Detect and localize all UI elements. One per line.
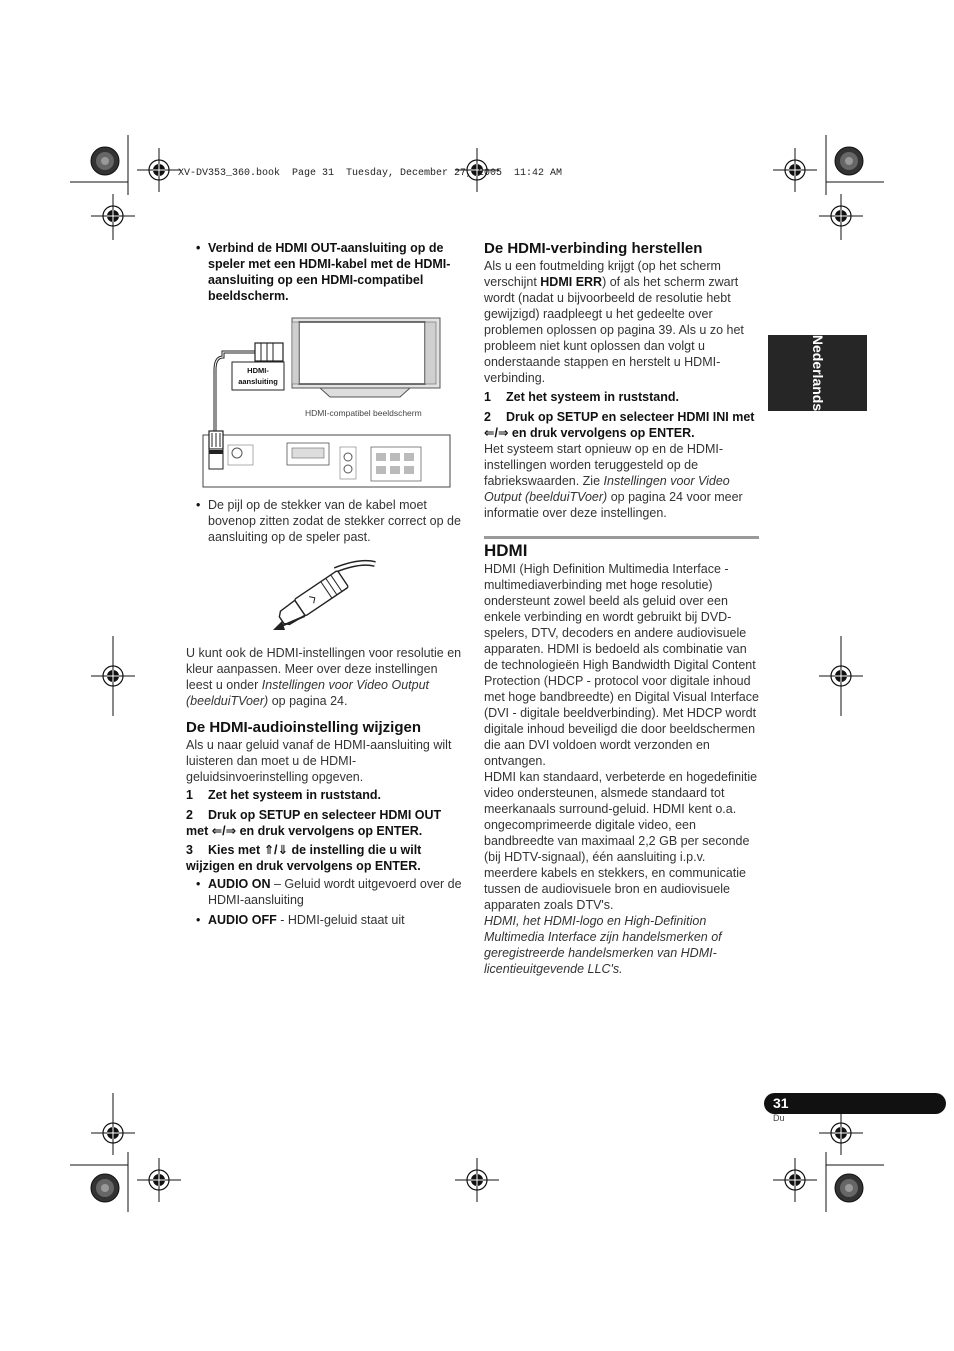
audio-step-2: 2 Druk op SETUP en selecteer HDMI OUT met ⇐/⇒ en druk vervolgens op ENTER. [186, 808, 442, 838]
hdmi-connection-figure [195, 315, 455, 490]
audio-option-off: • AUDIO OFF - HDMI-geluid staat uit [186, 912, 462, 928]
screen-caption: HDMI-compatibel beeldscherm [305, 408, 422, 418]
hdmi-heading: HDMI [484, 541, 528, 560]
audio-step-3: 3 Kies met ⇑/⇓ de instelling die u wilt wijzigen en druk vervolgens op ENTER. [186, 843, 422, 873]
right-column [484, 239, 760, 521]
settings-paragraph: U kunt ook de HDMI-instellingen voor resolutie en kleur aanpassen. Meer over deze instellingen leest u onder Instellingen voor Video Output (beelduiTVoer) op pagina 24. [186, 646, 462, 708]
restore-step-2: 2 Druk op SETUP en selecteer HDMI INI met ⇐/⇒ en druk vervolgens op ENTER. [484, 410, 755, 440]
audio-option-on: • AUDIO ON – Geluid wordt uitgevoerd over de HDMI-aansluiting [186, 876, 462, 908]
restore-paragraph: Als u een foutmelding krijgt (op het scherm verschijnt HDMI ERR) of als het scherm zwart wordt (nadat u bijvoorbeeld de resolutie hebt gewijzigd) raadpleegt u het gedeelte over problemen oplossen op pagina 39. Als u zo het probleem niet kunt oplossen dan volgt u onderstaande stappen en herstelt u HDMI-verbinding. [484, 259, 744, 385]
page-language-code: Du [773, 1113, 785, 1123]
restore-after: Het systeem start opnieuw op en de HDMI-instellingen worden teruggesteld op de fabriekswaarden. Zie Instellingen voor Video Output (beelduiTVoer) op pagina 24 voor meer informatie over deze instellingen. [484, 442, 743, 520]
page-number: 31 [764, 1093, 946, 1114]
section-rule [484, 536, 759, 539]
hdmi-paragraph-1: HDMI (High Definition Multimedia Interface - multimediaverbinding met hoge resolutie) ondersteunt zowel beeld als geluid over een enkele verbinding en wordt gebruikt bij DVD-spelers, DTV, decoders en andere audiovisuele apparaten. HDMI is bedoeld als combinatie van de technologieën High Bandwidth Digital Content Protection (HDCP - protocol voor digitale inhoud met hoge bandbreedte) en Digital Visual Interface (DVI - digitale beeldverbinding). Met HDCP wordt digitale inhoud beveiligd die door beeldschermen die aan DVI voldoen wordt verzonden en ontvangen. [484, 562, 759, 768]
audio-paragraph: Als u naar geluid vanaf de HDMI-aansluiting wilt luisteren dan moet u de HDMI-geluidsinvoerinstelling opgeven. [186, 738, 452, 784]
audio-heading: De HDMI-audioinstelling wijzigen [186, 719, 422, 736]
restore-heading: De HDMI-verbinding herstellen [484, 240, 703, 257]
audio-step-1: 1 Zet het systeem in ruststand. [186, 788, 381, 802]
left-lower [186, 645, 462, 928]
connector-label-line2: aansluiting [238, 377, 278, 386]
left-column [186, 240, 461, 304]
intro-bullet: • Verbind de HDMI OUT-aansluiting op de speler met een HDMI-kabel met de HDMI-aansluiting op een HDMI-compatibel beeldscherm. [186, 240, 461, 304]
plug-note-block [186, 497, 462, 545]
hdmi-plug-figure [265, 558, 380, 638]
plug-note: • De pijl op de stekker van de kabel moet bovenop zitten zodat de stekker correct op de aansluiting op de speler past. [186, 497, 462, 545]
connector-label-line1: HDMI- [247, 366, 269, 375]
hdmi-paragraph-2: HDMI kan standaard, verbeterde en hogedefinitie video ondersteunen, alsmede standaard tot meerkanaals surround-geluid. HDMI kent o.a. ongecomprimeerde digitale video, een bandbreedte van maximaal 2,2 GB per seconde (bij HDTV-signaal), één aansluiting i.p.v. meerdere kabels en stekkers, en communicatie tussen de audiovisuele bron en audiovisuele apparaten zoals DTV's. [484, 770, 758, 912]
hdmi-section [484, 541, 760, 977]
print-header: XV-DV353_360.book Page 31 Tuesday, December 27, 2005 11:42 AM [178, 168, 563, 179]
language-tab: Nederlands [768, 335, 867, 411]
hdmi-trademark: HDMI, het HDMI-logo en High-Definition Multimedia Interface zijn handelsmerken of geregistreerde handelsmerken van HDMI-licentieuitgevende LLC's. [484, 914, 722, 976]
restore-step-1: 1 Zet het systeem in ruststand. [484, 390, 679, 404]
